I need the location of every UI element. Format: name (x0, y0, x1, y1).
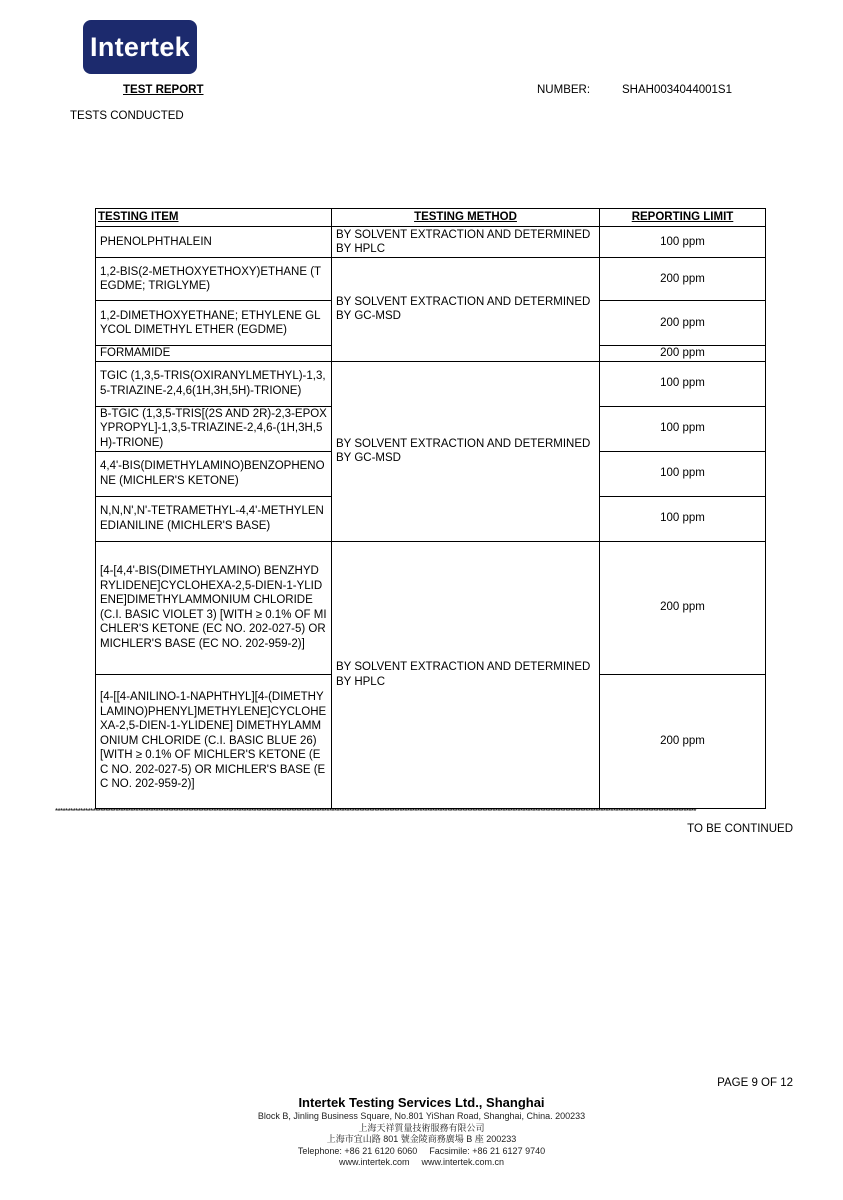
reporting-limit-cell: 100 ppm (600, 496, 766, 541)
footer-company-name-cn: 上海天祥質量技術服務有限公司 (358, 1122, 485, 1133)
reporting-limit-cell: 200 ppm (600, 541, 766, 674)
testing-method-cell: BY SOLVENT EXTRACTION AND DETERMINED BY HPLC (332, 541, 600, 808)
report-title: TEST REPORT (123, 84, 204, 96)
reporting-limit-cell: 100 ppm (600, 451, 766, 496)
footer-website-link[interactable]: www.intertek.com (338, 1157, 410, 1167)
reporting-limit-cell: 100 ppm (600, 361, 766, 406)
intertek-logo: Intertek (83, 20, 197, 74)
reporting-limit-cell: 200 ppm (600, 258, 766, 301)
testing-item-cell: FORMAMIDE (96, 346, 332, 362)
to-be-continued-note: TO BE CONTINUED (687, 823, 793, 835)
testing-item-cell: [4-[[4-ANILINO-1-NAPHTHYL][4-(DIMETHYLAMINO)PHENYL]METHYLENE]CYCLOHEXA-2,5-DIEN-1-YLIDENE] DIMETHYLAMMONIUM CHLORIDE (C.I. BASIC BLUE 26) [WITH ≥ 0.1% OF MICHLER'S KETONE (EC NO. 202-027-5) OR MICHLER'S BASE (EC NO. 202-959-2)] (96, 674, 332, 808)
testing-method-cell: BY SOLVENT EXTRACTION AND DETERMINED BY GC-MSD (332, 258, 600, 362)
testing-item-cell: 1,2-BIS(2-METHOXYETHOXY)ETHANE (TEGDME; TRIGLYME) (96, 258, 332, 301)
footer-website-link[interactable]: www.intertek.com.cn (421, 1157, 505, 1167)
table-row (96, 258, 766, 301)
column-header-testing-item: TESTING ITEM (96, 209, 332, 227)
reporting-limit-cell: 200 ppm (600, 346, 766, 362)
footer-address-cn: 上海市宜山路 801 號金陵商務廣場 B 座 200233 (326, 1134, 517, 1144)
column-header-testing-method: TESTING METHOD (332, 209, 600, 227)
testing-item-cell: [4-[4,4'-BIS(DIMETHYLAMINO) BENZHYDRYLIDENE]CYCLOHEXA-2,5-DIEN-1-YLIDENE]DIMETHYLAMMONIUM CHLORIDE (C.I. BASIC VIOLET 3) [WITH ≥ 0.1% OF MICHLER'S KETONE (EC NO. 202-027-5) OR MICHLER'S BASE (EC NO. 202-959-2)] (96, 541, 332, 674)
testing-method-cell: BY SOLVENT EXTRACTION AND DETERMINED BY GC-MSD (332, 361, 600, 541)
footer-telephone: Telephone: +86 21 6120 6060 (297, 1145, 418, 1156)
page-number: PAGE 9 OF 12 (717, 1077, 793, 1089)
reporting-limit-cell: 200 ppm (600, 301, 766, 346)
reporting-limit-cell: 100 ppm (600, 406, 766, 451)
reporting-limit-cell: 100 ppm (600, 227, 766, 258)
footer-contact (0, 1146, 843, 1158)
testing-item-cell: TGIC (1,3,5-TRIS(OXIRANYLMETHYL)-1,3,5-TRIAZINE-2,4,6(1H,3H,5H)-TRIONE) (96, 361, 332, 406)
testing-method-cell: BY SOLVENT EXTRACTION AND DETERMINED BY HPLC (332, 227, 600, 258)
testing-item-cell: 4,4'-BIS(DIMETHYLAMINO)BENZOPHENONE (MICHLER'S KETONE) (96, 451, 332, 496)
table-header-row (96, 209, 766, 227)
testing-item-cell: 1,2-DIMETHOXYETHANE; ETHYLENE GLYCOL DIMETHYL ETHER (EGDME) (96, 301, 332, 346)
tests-conducted-heading: TESTS CONDUCTED (70, 110, 184, 122)
column-header-reporting-limit: REPORTING LIMIT (600, 209, 766, 227)
separator-line: *************************************************************************************************************************************************************************************************************************************************************** (55, 807, 696, 816)
footer-websites (0, 1157, 843, 1169)
report-number-label: NUMBER: (537, 84, 591, 96)
table-row (96, 227, 766, 258)
page-footer (0, 1094, 843, 1169)
footer-address-en: Block B, Jinling Business Square, No.801 YiShan Road, Shanghai, China. 200233 (257, 1111, 586, 1121)
testing-item-cell: B-TGIC (1,3,5-TRIS[(2S AND 2R)-2,3-EPOXYPROPYL]-1,3,5-TRIAZINE-2,4,6-(1H,3H,5H)-TRIONE) (96, 406, 332, 451)
testing-item-cell: N,N,N',N'-TETRAMETHYL-4,4'-METHYLENEDIANILINE (MICHLER'S BASE) (96, 496, 332, 541)
reporting-limit-cell: 200 ppm (600, 674, 766, 808)
test-results-table (95, 208, 766, 809)
table-row (96, 541, 766, 674)
footer-facsimile: Facsimile: +86 21 6127 9740 (429, 1145, 546, 1156)
report-number-value: SHAH0034044001S1 (622, 84, 732, 96)
table-row (96, 361, 766, 406)
footer-company-name: Intertek Testing Services Ltd., Shanghai (298, 1095, 545, 1110)
testing-item-cell: PHENOLPHTHALEIN (96, 227, 332, 258)
